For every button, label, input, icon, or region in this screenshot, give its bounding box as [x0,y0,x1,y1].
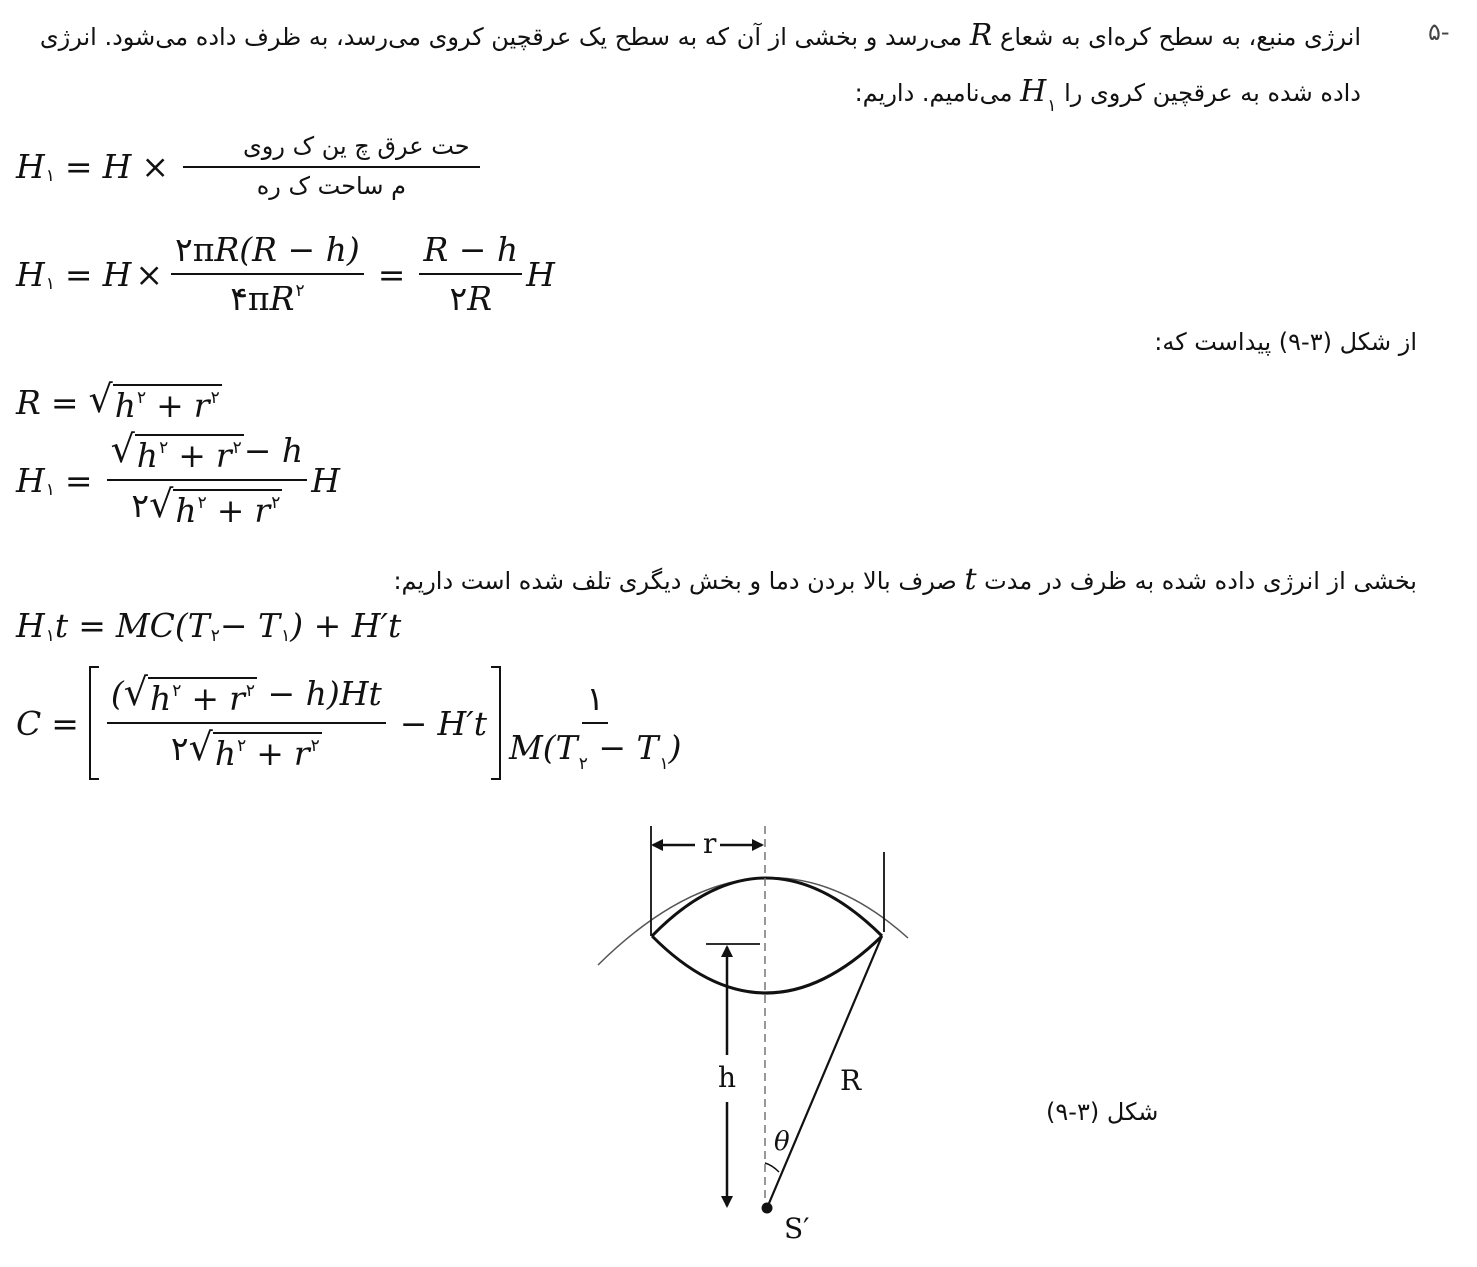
problem-line-2-part-b: می‌نامیم. داریم: [854,79,1013,107]
eq6-Hpt: H′t [437,703,487,743]
eq3-lhs: R [16,383,41,422]
eq6-den-close: ) [668,728,682,767]
eq3-r-sup: ۲ [210,388,220,408]
label-r: r [703,827,717,860]
eq5-t: t [54,606,69,645]
var-R: R [969,18,993,53]
eq6-num-r: r [229,679,245,718]
eq4-num-h: h [136,436,159,475]
eq6-den-r: r [293,734,310,773]
eq1-equals: = [64,146,93,186]
eq3-sqrt: √ $h^۲ + r^۲$ [88,377,220,425]
eq6-den-r-sup: ۲ [310,736,320,756]
eq2-num1-R: R [214,230,240,269]
eq6-open-paren: ( [110,674,124,713]
eq3-equals: = [50,383,79,422]
eq5-close: ) + H′t [290,606,402,645]
figure-caption: شکل (۳-۹) [1046,1098,1159,1126]
outer-sphere-arc [598,878,908,965]
label-S-prime: S′ [784,1212,810,1245]
eq2-lhs: H [16,254,45,294]
eq6-minus: − [399,703,428,743]
eq5-lhs-sub: ۱ [45,625,55,646]
eq4-num-r: r [215,436,232,475]
eq4-den-r-sup: ۲ [271,493,281,513]
eq4-lhs: H [16,460,45,500]
eq6-equals: = [51,703,79,743]
eq4-fraction: √ $h^۲ + r^۲$ − h ۲ √ $h^۲ + r^۲$ [107,430,308,530]
eq3-plus: + [156,386,184,425]
eq4-lhs-sub: ۱ [45,480,55,500]
label-R: R [840,1064,862,1097]
eq6-num-r-sup: ۲ [245,681,255,701]
text-energy-part-b: صرف بالا بردن دما و بخش دیگری تلف شده است داریم: [393,567,957,595]
eq5-mc: MC(T [115,606,210,645]
eq4-den-h: h [175,491,197,530]
eq4-den-plus: + [216,491,245,530]
eq2-lhs-sub: ۱ [45,274,55,294]
eq6-den-minus-T: − T [587,728,659,767]
label-theta: θ [774,1127,790,1157]
theta-arc [765,1163,779,1172]
eq2-times: × [135,254,164,294]
eq4-num-h-sup: ۲ [159,438,169,458]
var-H1-sub: ۱ [1047,96,1057,116]
eq6-den-h-sup: ۲ [237,736,247,756]
eq1-lhs-sub: ۱ [45,166,55,186]
eq6-den-T2-sub: ۲ [578,754,588,774]
eq3-r: r [193,386,210,425]
eq6-num-plus: + [191,679,220,718]
eq2-den2-R: R [467,279,493,318]
eq2-tail-H: H [526,254,555,294]
eq4-num-plus: + [178,436,206,475]
eq2-H: H [102,254,132,294]
problem-line-1-part-b: می‌رسد و بخشی از آن که به سطح یک عرقچین کروی می‌رسد، به ظرف داده می‌شود. انرژی [39,23,963,51]
problem-number: -۵ [1428,18,1450,46]
eq1-H: H [102,146,132,186]
cap-lower-arc [652,936,882,993]
label-h: h [718,1061,737,1094]
eq6-num-h: h [150,679,172,718]
eq3-h-sup: ۲ [137,388,147,408]
eq4-num-r-sup: ۲ [232,438,242,458]
eq1-denominator: م ساحت ک ره [256,172,406,200]
eq6-minus-h-Ht: − h)Ht [256,674,382,713]
eq6-den-M: M(T [509,728,578,767]
eq2-num2: R − h [419,230,522,275]
eq5-T2-sub: ۲ [210,625,220,646]
eq5-lhs: H [16,606,45,645]
eq6-den-plus: + [256,734,284,773]
eq5-minus-T: − T [219,606,281,645]
var-t: t [964,562,977,597]
eq2-den1-coef: ۴π [230,279,270,318]
eq2-den2-coef: ۲ [449,279,468,318]
eq4-tail-H: H [311,460,340,500]
eq2-den1-R: R [269,279,295,318]
eq6-one: ۱ [582,679,608,724]
eq2-num1-paren: (R − h) [239,230,360,269]
eq2-num1-coef: ۲π [175,230,215,269]
eq6-num-h-sup: ۲ [172,681,182,701]
eq2-equals-1: = [64,254,93,294]
eq4-den-r: r [254,491,271,530]
eq2-equals-2: = [377,254,406,294]
text-energy-part-a: بخشی از انرژی داده شده به ظرف در مدت [984,567,1417,595]
eq4-minus-h: − h [243,431,304,470]
eq3-h: h [114,386,136,425]
problem-line-2-part-a: داده شده به عرقچین کروی را [1064,79,1361,107]
cap-upper-arc [652,878,882,936]
eq1-times: × [141,146,170,186]
eq5-equals: = [78,606,106,645]
eq4-den-coef: ۲ [131,486,150,525]
eq4-equals: = [64,460,93,500]
eq5-T1-sub: ۱ [281,625,291,646]
eq6-den-coef: ۲ [170,729,189,768]
eq1-numerator: حت عرق چ ین ک روی [183,132,480,168]
point-S-prime [762,1203,773,1214]
text-figure-reference: از شکل (۳-۹) پیداست که: [1154,328,1417,356]
eq4-den-h-sup: ۲ [197,493,207,513]
var-H1: H [1020,74,1047,109]
eq1-lhs: H [16,146,45,186]
eq6-den-T1-sub: ۱ [659,754,669,774]
eq2-den1-sup: ۲ [295,281,305,301]
eq6-den-h: h [214,734,237,773]
problem-line-1-part-a: انرژی منبع، به سطح کره‌ای به شعاع [1000,23,1361,51]
eq6-lhs: C [16,703,42,743]
eq6-fraction-1: ( √ $h^۲ + r^۲$ − h)Ht ۲ √ $h^۲ + r^۲$ [107,673,386,773]
